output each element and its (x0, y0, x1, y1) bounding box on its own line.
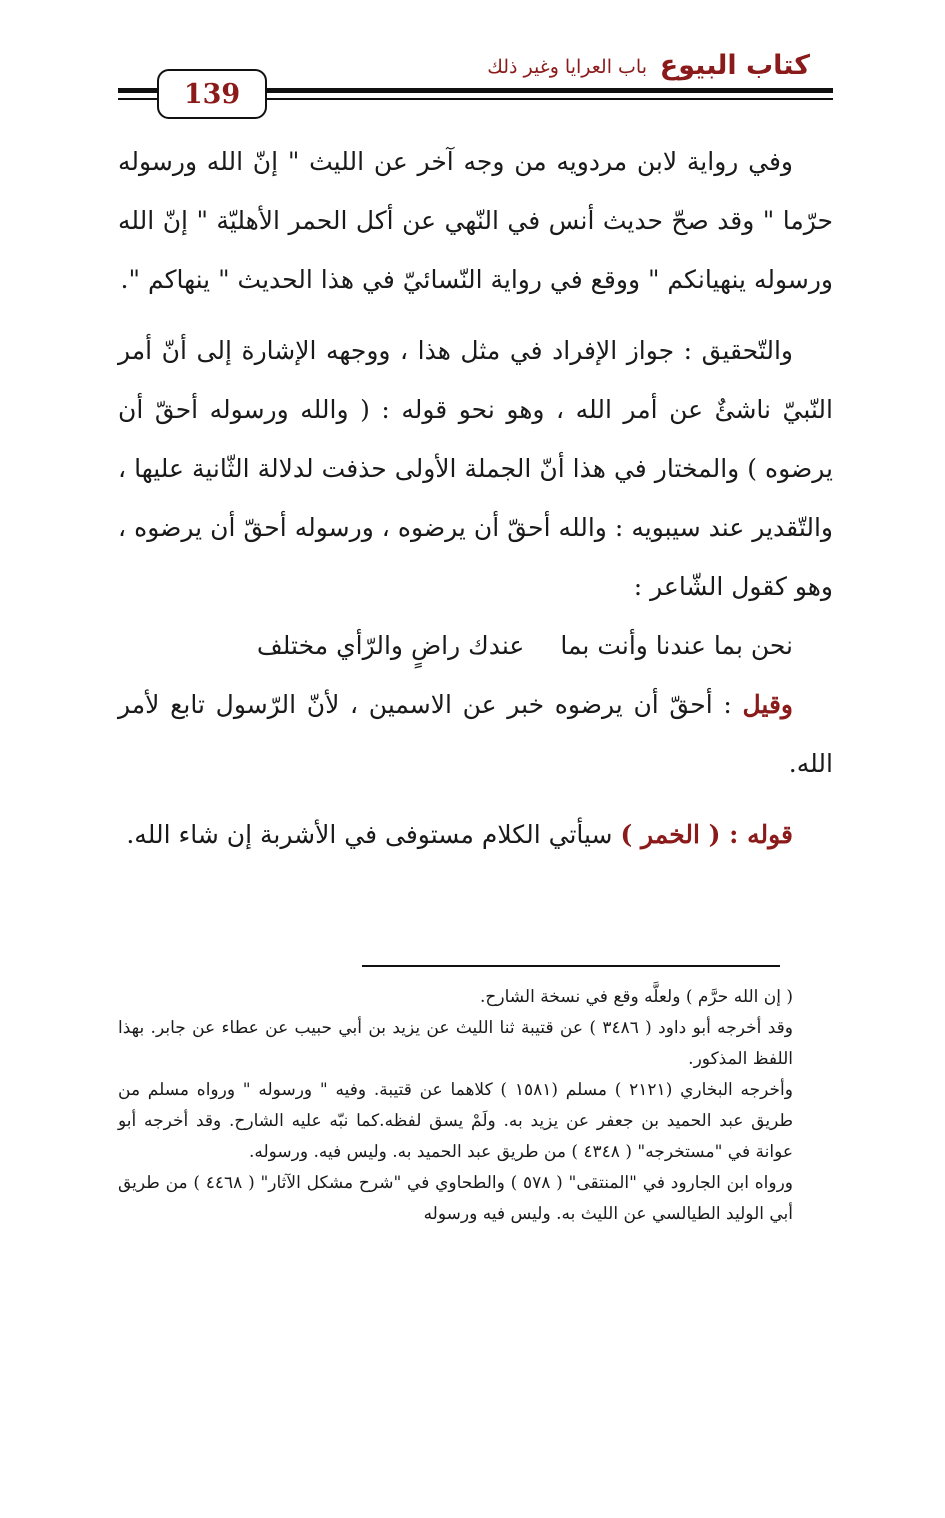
page-header (0, 0, 945, 130)
footnote-2: وقد أخرجه أبو داود ( ٣٤٨٦ ) عن قتيبة ثنا الليث عن يزيد بن أبي حبيب عن عطاء عن جابر. بهذا اللفظ المذكور. (118, 1018, 793, 1069)
paragraph-4-label: قوله : ( الخمر ) (620, 820, 793, 849)
paragraph-2: والتّحقيق : جواز الإفراد في مثل هذا ، ووجهه الإشارة إلى أنّ أمر النّبيّ ناشئٌ عن أمر الله ، وهو نحو قوله : ( والله ورسوله أحقّ أن يرضوه ) والمختار في هذا أنّ الجملة الأولى حذفت لدلالة الثّانية عليها ، والتّقدير عند سيبويه : والله أحقّ أن يرضوه ، ورسوله أحقّ أن يرضوه ، وهو كقول الشّاعر : (118, 336, 833, 601)
footnote-1: ( إن الله حرَّم ) ولعلَّه وقع في نسخة الشارح. (480, 987, 793, 1007)
footnote-4: ورواه ابن الجارود في "المنتقى" ( ٥٧٨ ) والطحاوي في "شرح مشكل الآثار" ( ٤٤٦٨ ) من طريق أبي الوليد الطيالسي عن الليث به. وليس فيه ورسوله (118, 1173, 793, 1224)
footnote-3: وأخرجه البخاري (٢١٢١ ) مسلم (١٥٨١ ) كلاهما عن قتيبة. وفيه " ورسوله " ورواه مسلم من طريق عبد الحميد بن جعفر عن يزيد به. ولَمْ يسق لفظه.كما نبّه عليه الشارح. وقد أخرجه أبو عوانة في "مستخرجه" ( ٤٣٤٨ ) من طريق عبد الحميد به. وليس فيه. ورسوله. (118, 1080, 793, 1162)
paragraph-4-text: سيأتي الكلام مستوفى في الأشربة إن شاء الله. (126, 820, 621, 849)
paragraph-3 (118, 675, 833, 793)
paragraph-1: وفي رواية لابن مردويه من وجه آخر عن الليث " إنّ الله ورسوله حرّما " وقد صحّ حديث أنس في النّهي عن أكل الحمر الأهليّة " إنّ الله ورسوله ينهيانكم " ووقع في رواية النّسائيّ في هذا الحديث " ينهاكم ". (118, 147, 833, 294)
paragraph-3-label: وقيل (742, 690, 793, 719)
footnote-divider (362, 965, 780, 967)
paragraph-3-text: : أحقّ أن يرضوه خبر عن الاسمين ، لأنّ الرّسول تابع لأمر الله. (118, 690, 833, 778)
page-number: 139 (157, 69, 267, 119)
book-title: كتاب البيوع (659, 50, 810, 81)
main-text (118, 132, 833, 864)
verse-first-hemistich: نحن بما عندنا وأنت بما (560, 631, 793, 660)
verse-second-hemistich: عندك راضٍ والرّأي مختلف (256, 631, 525, 660)
chapter-title: باب العرايا وغير ذلك (487, 56, 647, 78)
poetry-verse (118, 616, 833, 675)
footnotes (118, 982, 833, 1230)
paragraph-4 (118, 805, 833, 864)
